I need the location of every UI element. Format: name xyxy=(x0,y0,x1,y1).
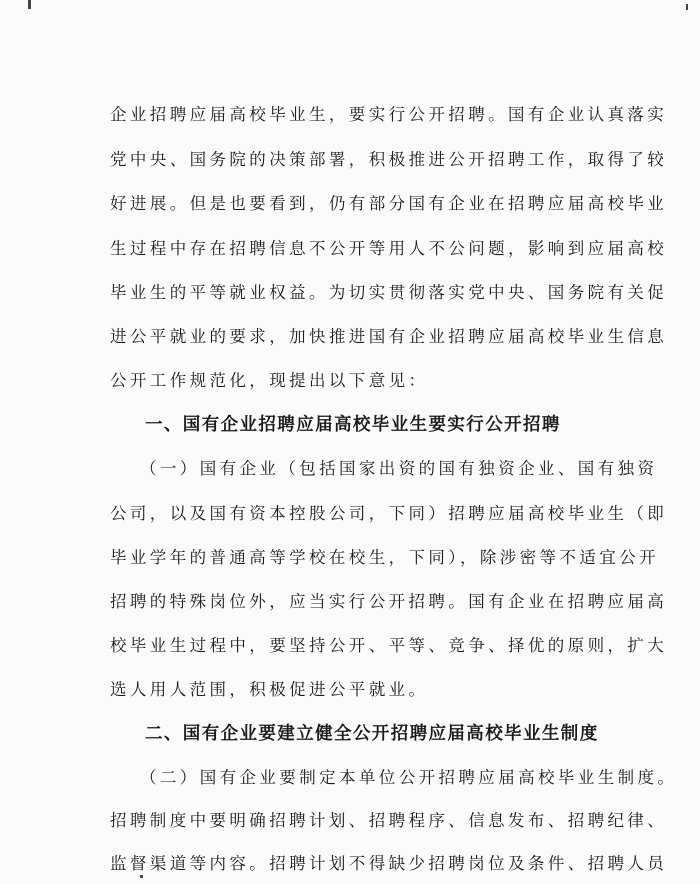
paragraph-line: 毕业学年的普通高等学校在校生，下同），除涉密等不适宜公开 xyxy=(110,548,659,567)
paragraph-line: 监督渠道等内容。招聘计划不得缺少招聘岗位及条件、招聘人员 xyxy=(110,854,668,873)
paragraph-line: 公司，以及国有资本控股公司，下同）招聘应届高校毕业生（即 xyxy=(110,504,668,523)
paragraph-line: （一）国有企业（包括国家出资的国有独资企业、国有独资 xyxy=(140,459,658,478)
paragraph-line: 公开工作规范化，现提出以下意见： xyxy=(110,371,429,390)
scan-mark-bottom xyxy=(140,875,143,878)
paragraph-line: 招聘制度中要明确招聘计划、招聘程序、信息发布、招聘纪律、 xyxy=(110,811,668,830)
paragraph-line: 党中央、国务院的决策部署，积极推进公开招聘工作，取得了较 xyxy=(110,150,668,169)
paragraph-line: 好进展。但是也要看到，仍有部分国有企业在招聘应届高校毕业 xyxy=(110,194,668,213)
paragraph-line: 校毕业生过程中，要坚持公开、平等、竞争、择优的原则，扩大 xyxy=(110,636,668,655)
paragraph-line: 选人用人范围，积极促进公平就业。 xyxy=(110,680,429,699)
scan-mark-top-left xyxy=(28,0,31,9)
paragraph-line: 进公平就业的要求，加快推进国有企业招聘应届高校毕业生信息 xyxy=(110,327,668,346)
paragraph-line: 招聘的特殊岗位外，应当实行公开招聘。国有企业在招聘应届高 xyxy=(110,592,668,611)
section-heading: 一、国有企业招聘应届高校毕业生要实行公开招聘 xyxy=(145,415,561,435)
paragraph-line: 企业招聘应届高校毕业生，要实行公开招聘。国有企业认真落实 xyxy=(110,105,668,124)
paragraph-line: 毕业生的平等就业权益。为切实贯彻落实党中央、国务院有关促 xyxy=(110,283,668,302)
paragraph-line: 生过程中存在招聘信息不公开等用人不公问题，影响到应届高校 xyxy=(110,239,668,258)
scan-mark-top-right xyxy=(686,4,688,10)
paragraph-line: （二）国有企业要制定本单位公开招聘应届高校毕业生制度。 xyxy=(140,768,678,787)
section-heading: 二、国有企业要建立健全公开招聘应届高校毕业生制度 xyxy=(145,724,599,744)
